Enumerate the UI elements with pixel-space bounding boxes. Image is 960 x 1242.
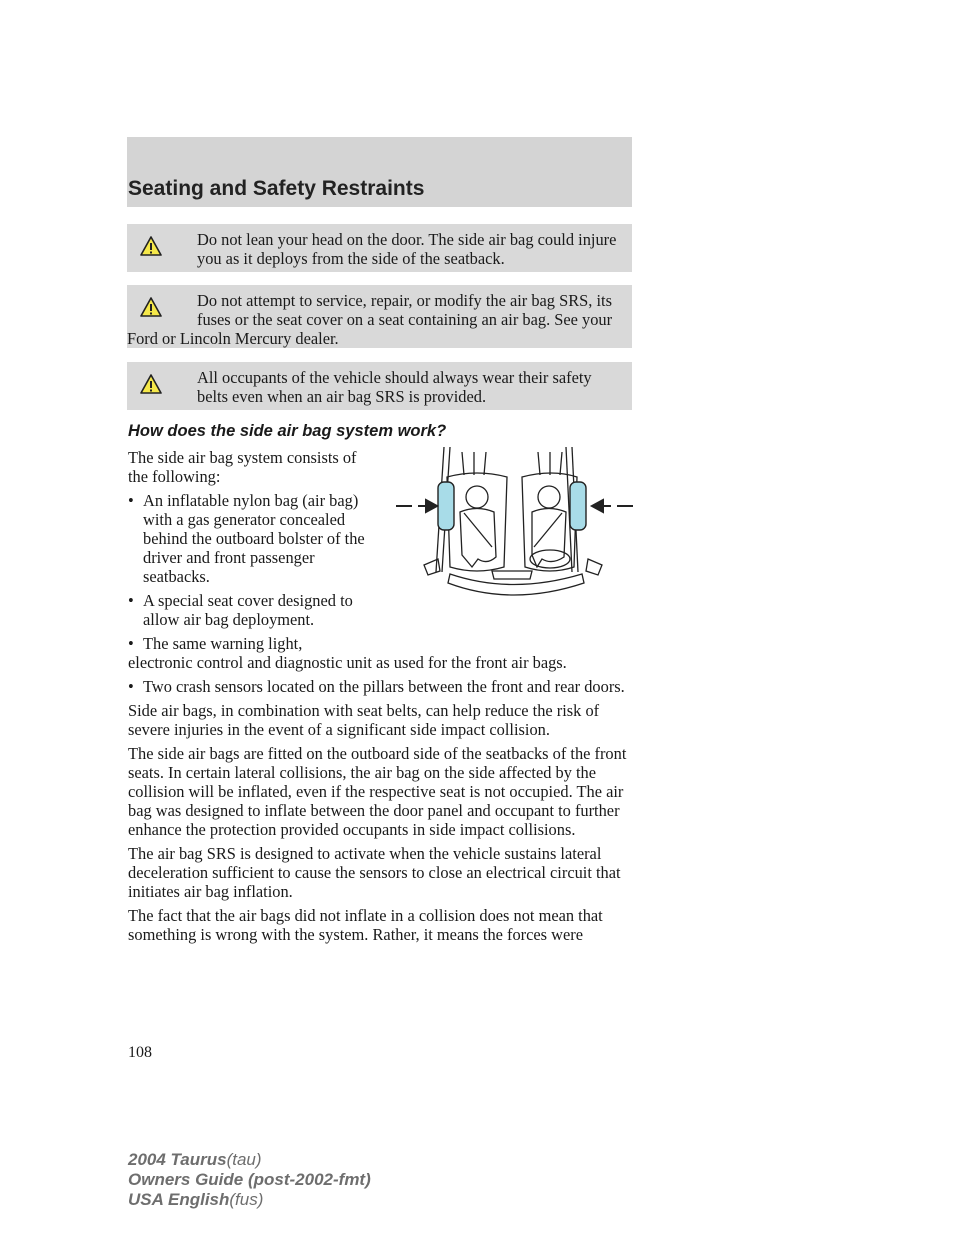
list-item: • Two crash sensors located on the pillars between the front and rear doors. [128, 677, 625, 696]
footer-language: USA English [128, 1190, 230, 1209]
occupant-head-left [466, 486, 488, 508]
occupant-head-right [538, 486, 560, 508]
warning-text-2-line1: Do not attempt to service, repair, or modify the air bag SRS, its [197, 291, 612, 310]
occupant-body-left [460, 509, 496, 568]
body-paragraph: The side air bags are fitted on the outboard side of the seatbacks of the front seats. In certain lateral collisions, the air bag on the side affected by the collision will be inflated, even if the respective seat is not occupied. The air bag was designed to inflate between the door panel and occupant to further enhance the protection provided occupants in side impact collisions. [128, 744, 627, 839]
document-footer [128, 1150, 371, 1210]
footer-model-code: (tau) [226, 1150, 262, 1169]
impact-arrow-right [592, 500, 633, 512]
warning-box-2 [127, 285, 632, 348]
body-paragraph: The air bag SRS is designed to activate when the vehicle sustains lateral deceleration sufficient to cause the sensors to close an electrical circuit that initiates air bag inflation. [128, 844, 621, 901]
side-airbag-diagram [392, 447, 637, 617]
components-list-cont [128, 677, 633, 696]
warning-text-2-line3: Ford or Lincoln Mercury dealer. [127, 329, 339, 348]
body-paragraph: Side air bags, in combination with seat belts, can help reduce the risk of severe injuries in the event of a significant side impact collision. [128, 701, 600, 739]
seatback-right [538, 452, 562, 475]
warning-triangle-icon [140, 297, 162, 317]
warning-triangle-icon [140, 236, 162, 256]
footer-guide: Owners Guide (post-2002-fmt) [128, 1170, 371, 1189]
warning-text-2 [139, 291, 620, 329]
footer-language-code: (fus) [229, 1190, 264, 1209]
seat-left-outline [447, 473, 507, 571]
dashboard-console [492, 571, 532, 579]
side-airbag-left [438, 482, 454, 530]
footer-model: 2004 Taurus [128, 1150, 227, 1169]
warning-text-1: Do not lean your head on the door. The side air bag could injure you as it deploys from the side of the seatback. [197, 230, 617, 268]
warning-box-3 [127, 362, 632, 410]
list-item: • A special seat cover designed to allow air bag deployment. [128, 591, 353, 629]
section-heading: How does the side air bag system work? [128, 422, 447, 440]
warning-text-3: All occupants of the vehicle should always wear their safety belts even when an air bag SRS is provided. [197, 368, 592, 406]
mirror-left [424, 559, 440, 575]
mirror-right [586, 559, 602, 575]
seatback-left [462, 452, 486, 475]
side-airbag-right [570, 482, 586, 530]
list-item: • The same warning light, [128, 634, 303, 653]
seatbelt-left [464, 513, 492, 547]
occupant-body-right [532, 509, 566, 568]
impact-arrow-left [396, 500, 437, 512]
warning-box-1 [127, 224, 632, 272]
dashboard [448, 574, 584, 595]
seatbelt-right [534, 513, 562, 547]
steering-wheel [530, 550, 570, 568]
page-title: Seating and Safety Restraints [128, 177, 425, 200]
warning-text-2-line2: fuses or the seat cover on a seat containing an air bag. See your [197, 310, 613, 329]
warning-triangle-icon [140, 374, 162, 394]
list-item-continuation: electronic control and diagnostic unit as used for the front air bags. [128, 653, 567, 672]
page-number: 108 [128, 1044, 152, 1061]
body-paragraph: The fact that the air bags did not inflate in a collision does not mean that something is wrong with the system. Rather, it means the forces were [128, 906, 603, 944]
list-item: • An inflatable nylon bag (air bag) with a gas generator concealed behind the outboard bolster of the driver and front passenger seatbacks. [128, 491, 365, 586]
intro-paragraph: The side air bag system consists of the following: [128, 448, 357, 486]
